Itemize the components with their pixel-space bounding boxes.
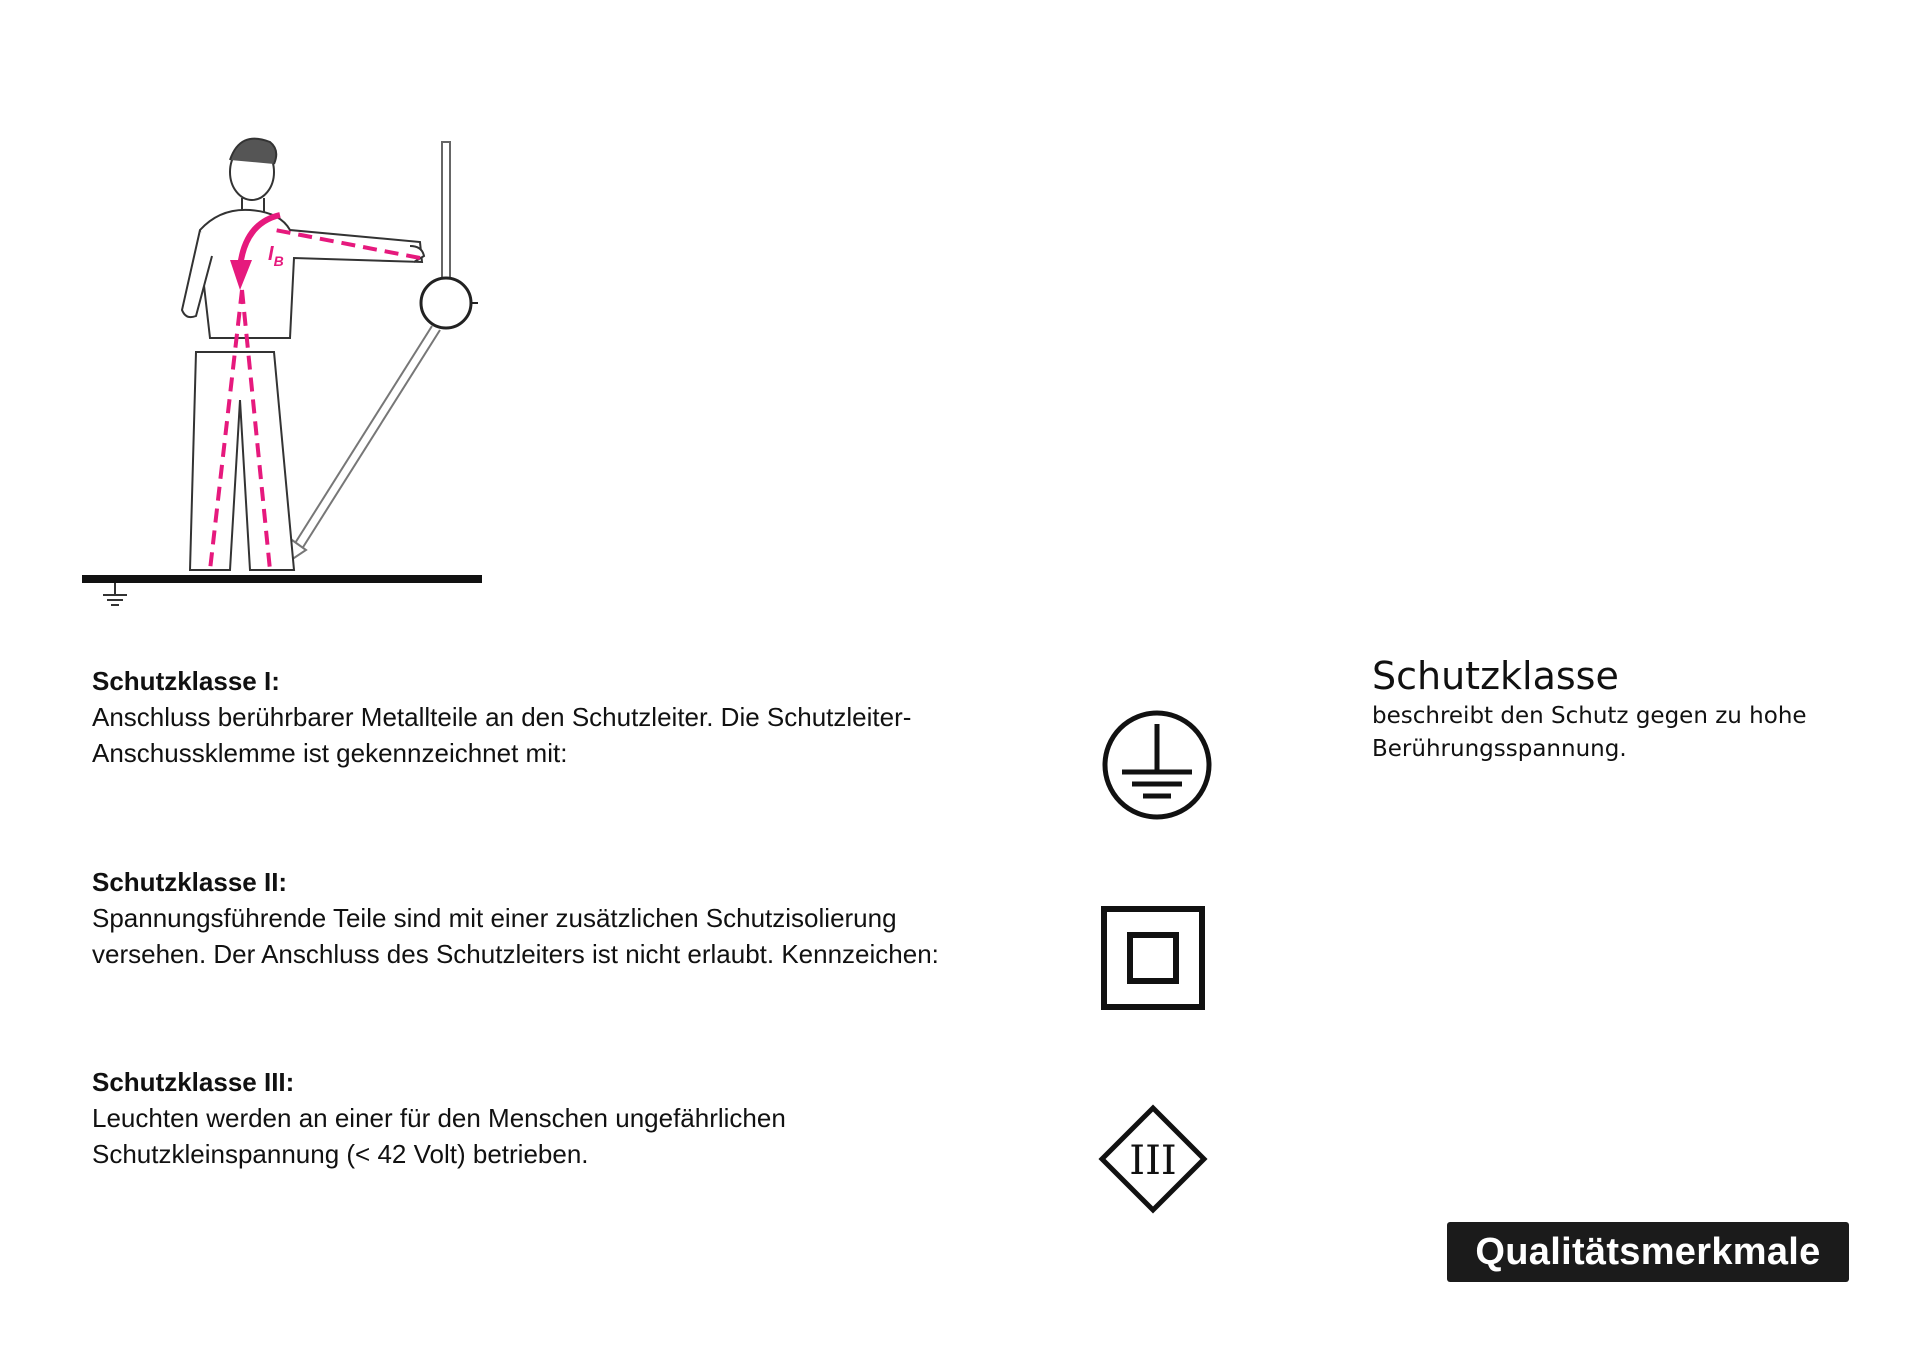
class-1-block: [92, 665, 1052, 771]
class-3-description: [92, 1100, 1052, 1172]
class-3-line2: Schutzkleinspannung (< 42 Volt) betrieben.: [92, 1139, 589, 1169]
person-figure: [182, 139, 424, 570]
class-2-block: [92, 866, 1052, 972]
body-current-illustration: [70, 120, 490, 620]
class-1-description: [92, 699, 1052, 771]
side-line1: beschreibt den Schutz gegen zu hohe: [1372, 703, 1807, 729]
diamond-iii-icon: [1098, 1104, 1208, 1214]
double-square-icon: [1100, 905, 1206, 1011]
class-2-description: [92, 900, 1052, 972]
ground-symbol-icon: [103, 583, 127, 605]
class-2-line2: versehen. Der Anschluss des Schutzleiters ist nicht erlaubt. Kennzeichen:: [92, 939, 939, 969]
side-title: Schutzklasse: [1372, 654, 1619, 698]
diamond-iii-label: III: [1129, 1138, 1177, 1184]
device-circle: [421, 278, 471, 328]
ground-rod: [282, 326, 440, 566]
floor-line: [82, 575, 482, 583]
class-2-line1: Spannungsführende Teile sind mit einer zusätzlichen Schutzisolierung: [92, 903, 897, 933]
class-1-line1: Anschluss berührbarer Metallteile an den Schutzleiter. Die Schutzleiter-: [92, 702, 912, 732]
pole: [442, 142, 450, 282]
class-3-title: Schutzklasse III:: [92, 1067, 295, 1097]
current-label: $I_B$: [268, 243, 284, 269]
class-1-title: Schutzklasse I:: [92, 666, 280, 696]
class-3-block: [92, 1066, 1052, 1172]
class-3-line1: Leuchten werden an einer für den Menschen ungefährlichen: [92, 1103, 786, 1133]
earth-ground-icon: [1098, 706, 1216, 824]
class-2-title: Schutzklasse II:: [92, 867, 288, 897]
class-1-line2: Anschussklemme ist gekennzeichnet mit:: [92, 738, 568, 768]
side-description: [1372, 700, 1852, 766]
side-line2: Berührungsspannung.: [1372, 736, 1627, 762]
quality-features-badge: Qualitätsmerkmale: [1447, 1222, 1849, 1282]
